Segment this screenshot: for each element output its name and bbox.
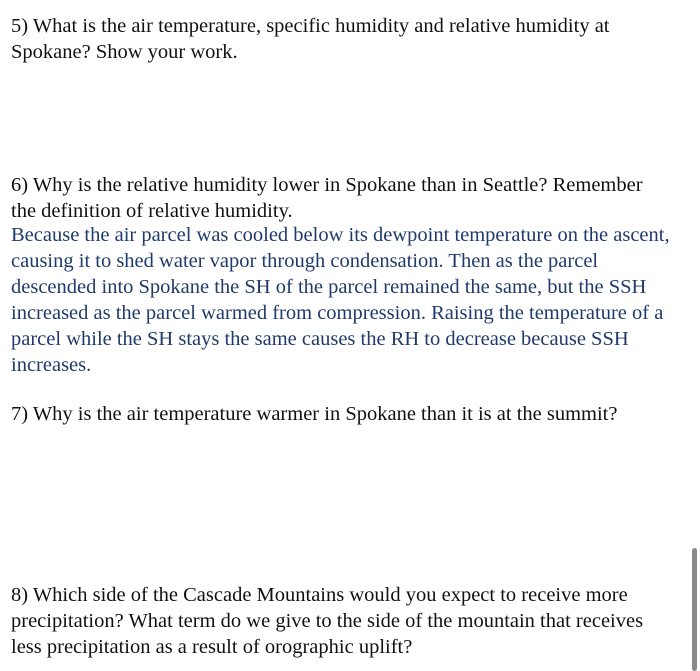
question-5: 5) What is the air temperature, specific humidity and relative humidity at Spokane? Show your work. [11, 15, 610, 63]
question-7: 7) Why is the air temperature warmer in Spokane than it is at the summit? [11, 403, 618, 425]
scrollbar[interactable] [692, 548, 697, 671]
question-6: 6) Why is the relative humidity lower in Spokane than in Seattle? Remember the definition of relative humidity. [11, 174, 643, 222]
answer-6: Because the air parcel was cooled below its dewpoint temperature on the ascent, causing it to shed water vapor through condensation. Then as the parcel descended into Spokane the SH of the parcel remained the same, but the SSH increased as the parcel warmed from compression. Raising the temperature of a parcel while the SH stays the same causes the RH to decrease because SSH increases. [11, 224, 670, 376]
question-8: 8) Which side of the Cascade Mountains would you expect to receive more precipitation? What term do we give to the side of the mountain that receives less precipitation as a result of orographic uplift? [11, 584, 644, 658]
